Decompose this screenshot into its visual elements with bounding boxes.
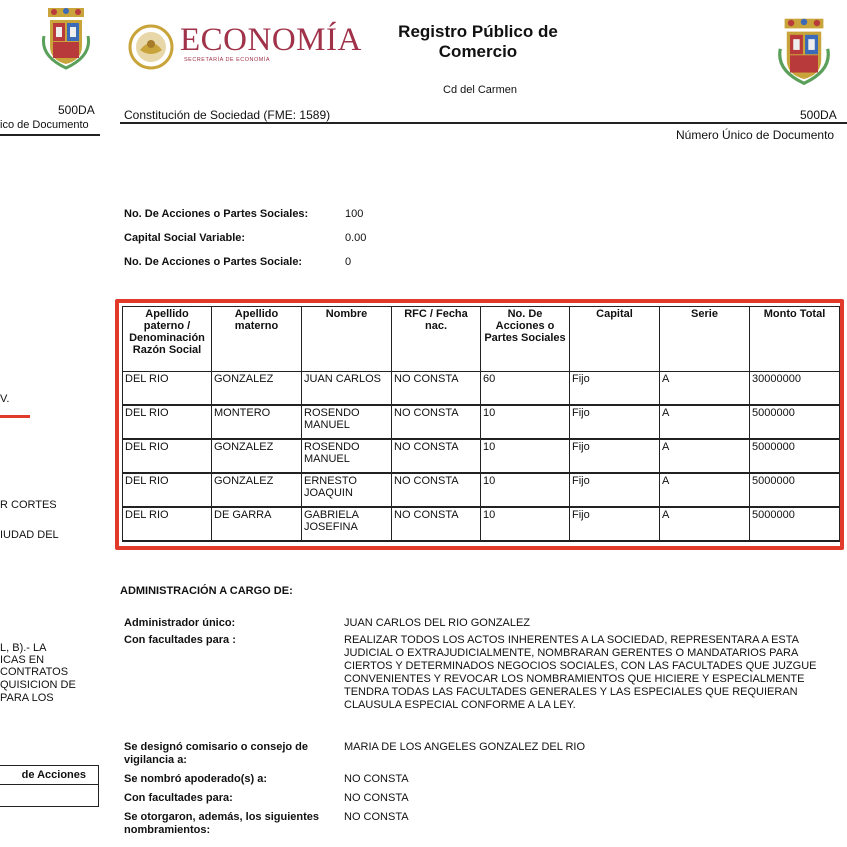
table-cell: 5000000 bbox=[750, 405, 840, 439]
administrador-label: Administrador único: bbox=[124, 617, 236, 629]
table-header-row bbox=[123, 307, 840, 372]
summary-label: No. De Acciones o Partes Sociale: bbox=[124, 256, 303, 268]
table-cell: 10 bbox=[481, 405, 570, 439]
comisario-value: MARIA DE LOS ANGELES GONZALEZ DEL RIO bbox=[344, 741, 586, 753]
table-cell: ROSENDO MANUEL bbox=[302, 405, 392, 439]
table-cell: 10 bbox=[481, 507, 570, 541]
column-header: Apellido materno bbox=[212, 307, 302, 372]
table-row bbox=[123, 405, 840, 439]
table-cell: A bbox=[660, 372, 750, 406]
left-highlight-mark bbox=[0, 415, 30, 418]
table-cell: 10 bbox=[481, 439, 570, 473]
apoderado-value: NO CONSTA bbox=[344, 773, 409, 785]
table-cell: NO CONSTA bbox=[392, 372, 481, 406]
facultades2-label: Con facultades para: bbox=[124, 792, 233, 804]
table-cell: Fijo bbox=[570, 507, 660, 541]
economia-wordmark: ECONOMÍA bbox=[180, 22, 362, 58]
left-sa-fragment: V. bbox=[0, 393, 10, 405]
table-cell: 10 bbox=[481, 473, 570, 507]
economia-subtitle: SECRETARÍA DE ECONOMÍA bbox=[184, 57, 271, 63]
table-row bbox=[123, 439, 840, 473]
table-cell: DEL RIO bbox=[123, 507, 212, 541]
table-cell: DEL RIO bbox=[123, 473, 212, 507]
table-cell: Fijo bbox=[570, 473, 660, 507]
table-cell: DE GARRA bbox=[212, 507, 302, 541]
table-cell: GONZALEZ bbox=[212, 439, 302, 473]
table-cell: GABRIELA JOSEFINA bbox=[302, 507, 392, 541]
table-cell: GONZALEZ bbox=[212, 372, 302, 406]
table-cell: A bbox=[660, 405, 750, 439]
otorgaron-value: NO CONSTA bbox=[344, 811, 409, 823]
left-paragraph-line: IUDAD DEL bbox=[0, 529, 59, 541]
doc-number: 500DA bbox=[800, 108, 837, 122]
table-cell: Fijo bbox=[570, 372, 660, 406]
campeche-crest-icon bbox=[776, 6, 832, 96]
column-header: Apellido paterno / Denominación Razón Social bbox=[123, 307, 212, 372]
table-cell: Fijo bbox=[570, 439, 660, 473]
left-paragraph-line: L, B).- LA bbox=[0, 642, 47, 654]
page-title: Registro Público de Comercio bbox=[398, 22, 558, 61]
left-paragraph-line: ICAS EN bbox=[0, 654, 45, 666]
left-header-rule bbox=[0, 134, 100, 136]
table-cell: 5000000 bbox=[750, 473, 840, 507]
economia-seal-icon bbox=[128, 24, 174, 70]
summary-label: No. De Acciones o Partes Sociales: bbox=[124, 208, 309, 220]
table-cell: Fijo bbox=[570, 405, 660, 439]
left-paragraph-line: CONTRATOS bbox=[0, 666, 69, 678]
campeche-crest-icon bbox=[40, 6, 92, 70]
summary-value: 0.00 bbox=[345, 232, 367, 244]
table-cell: ERNESTO JOAQUIN bbox=[302, 473, 392, 507]
left-acciones-header: de Acciones bbox=[0, 765, 98, 785]
table-cell: A bbox=[660, 439, 750, 473]
table-cell: NO CONSTA bbox=[392, 439, 481, 473]
summary-value: 100 bbox=[345, 208, 364, 220]
administracion-heading: ADMINISTRACIÓN A CARGO DE: bbox=[120, 585, 293, 597]
table-cell: NO CONSTA bbox=[392, 473, 481, 507]
apoderado-label: Se nombró apoderado(s) a: bbox=[124, 773, 268, 785]
summary-label: Capital Social Variable: bbox=[124, 232, 246, 244]
comisario-label: Se designó comisario o consejo de vigilancia a: bbox=[124, 741, 308, 766]
column-header: Nombre bbox=[302, 307, 392, 372]
table-cell: 60 bbox=[481, 372, 570, 406]
table-cell: 30000000 bbox=[750, 372, 840, 406]
column-header: Serie bbox=[660, 307, 750, 372]
table-cell: DEL RIO bbox=[123, 439, 212, 473]
left-doc-number: 500DA bbox=[58, 103, 95, 117]
facultades-label: Con facultades para : bbox=[124, 634, 236, 646]
column-header: RFC / Fecha nac. bbox=[392, 307, 481, 372]
table-row bbox=[123, 507, 840, 541]
table-cell: 5000000 bbox=[750, 507, 840, 541]
summary-value: 0 bbox=[345, 256, 352, 268]
table-cell: NO CONSTA bbox=[392, 507, 481, 541]
table-cell: NO CONSTA bbox=[392, 405, 481, 439]
table-cell: GONZALEZ bbox=[212, 473, 302, 507]
table-cell: 5000000 bbox=[750, 439, 840, 473]
table-cell: JUAN CARLOS bbox=[302, 372, 392, 406]
column-header: Monto Total bbox=[750, 307, 840, 372]
column-header: Capital bbox=[570, 307, 660, 372]
left-nud-fragment: ico de Documento bbox=[0, 119, 89, 131]
acto-label: Constitución de Sociedad (FME: 1589) bbox=[124, 108, 331, 122]
left-paragraph-line: R CORTES bbox=[0, 499, 57, 511]
table-row bbox=[123, 372, 840, 406]
socios-table bbox=[122, 306, 840, 542]
table-cell: A bbox=[660, 473, 750, 507]
nud-label: Número Único de Documento bbox=[676, 128, 835, 142]
facultades-value: REALIZAR TODOS LOS ACTOS INHERENTES A LA SOCIEDAD, REPRESENTARA A ESTA JUDICIAL O EXTRAJUDICIALMENTE, NOMBRARAN GERENTES O MANDATARIOS PARA CIERTOS Y DETERMINADOS NEGOCIOS SOCIALES, CON LAS FACULTADES QUE JUZGUE CONVENIENTES Y REVOCAR LOS NOMBRAMIENTOS QUE HICIERE Y ESPECIALMENTE TENDRA TODAS LAS FACULTADES GENERALES Y LAS ESPECIALES QUE REQUIERAN CLAUSULA ESPECIAL CONFORME A LA LEY. bbox=[344, 634, 817, 711]
table-cell: DEL RIO bbox=[123, 405, 212, 439]
table-cell: MONTERO bbox=[212, 405, 302, 439]
city-label: Cd del Carmen bbox=[443, 84, 517, 96]
table-cell: A bbox=[660, 507, 750, 541]
otorgaron-label: Se otorgaron, además, los siguientes nombramientos: bbox=[124, 811, 319, 836]
table-cell: ROSENDO MANUEL bbox=[302, 439, 392, 473]
left-paragraph-line: QUISICION DE bbox=[0, 679, 76, 691]
left-paragraph-line: PARA LOS bbox=[0, 692, 54, 704]
header-rule bbox=[120, 122, 847, 124]
table-cell: DEL RIO bbox=[123, 372, 212, 406]
column-header: No. De Acciones o Partes Sociales bbox=[481, 307, 570, 372]
facultades2-value: NO CONSTA bbox=[344, 792, 409, 804]
table-row bbox=[123, 473, 840, 507]
administrador-value: JUAN CARLOS DEL RIO GONZALEZ bbox=[344, 617, 531, 629]
